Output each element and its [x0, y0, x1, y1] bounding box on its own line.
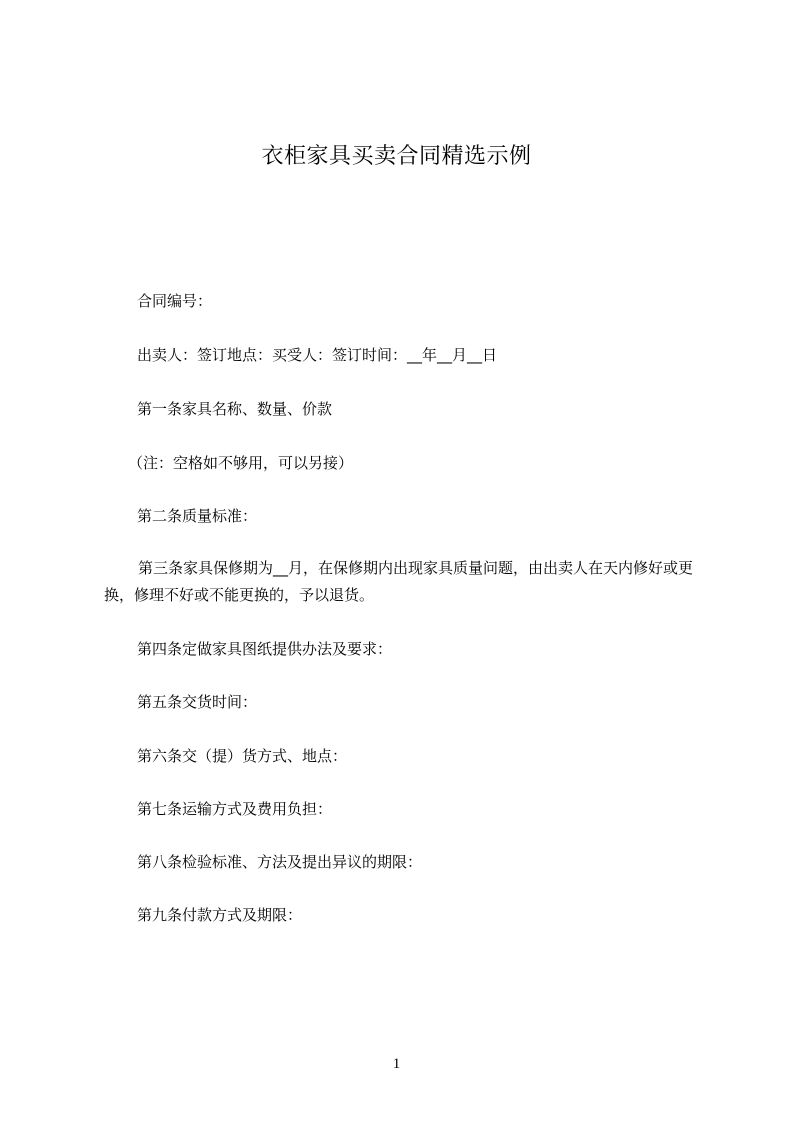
- article-2: 第二条质量标准：: [137, 507, 258, 525]
- article-7: 第七条运输方式及费用负担：: [137, 800, 333, 818]
- parties-line: 出卖人：签订地点：买受人：签订时间：__年__月__日: [137, 346, 498, 364]
- article-3: 第三条家具保修期为__月，在保修期内出现家具质量问题，由出卖人在天内修好或更换，修理不好或不能更换的，予以退货。: [104, 559, 694, 604]
- article-9: 第九条付款方式及期限：: [137, 906, 303, 924]
- article-4: 第四条定做家具图纸提供办法及要求：: [137, 640, 393, 658]
- article-5: 第五条交货时间：: [137, 693, 258, 711]
- note-line: （注：空格如不够用，可以另接）: [128, 454, 354, 472]
- document-title: 衣柜家具买卖合同精选示例: [261, 144, 532, 169]
- article-8: 第八条检验标准、方法及提出异议的期限：: [137, 853, 423, 871]
- page-number: 1: [392, 1056, 401, 1072]
- article-6: 第六条交（提）货方式、地点：: [137, 747, 348, 765]
- article-1: 第一条家具名称、数量、价款: [137, 400, 333, 418]
- contract-number-line: 合同编号：: [137, 292, 213, 310]
